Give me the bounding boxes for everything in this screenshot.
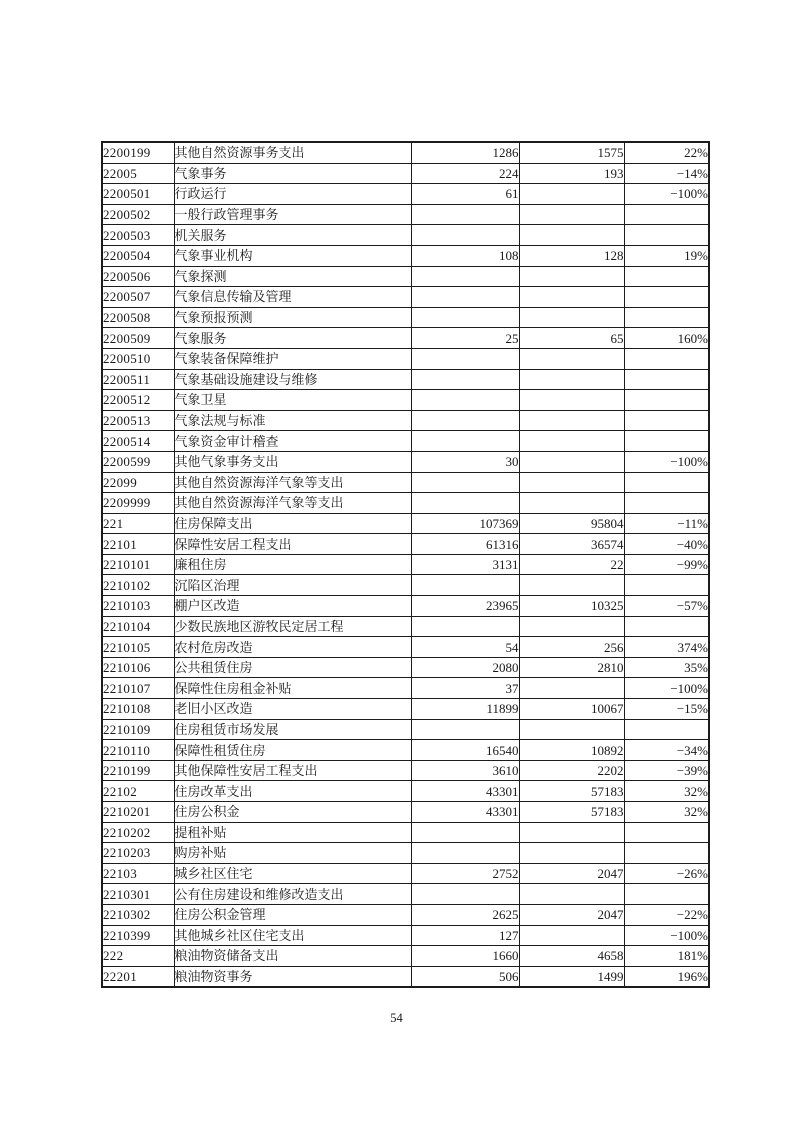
table-row [102, 493, 709, 514]
amount1-cell: 3610 [411, 760, 519, 781]
amount1-cell: 506 [411, 966, 519, 987]
table-row [102, 760, 709, 781]
name-cell: 气象预报预测 [174, 307, 411, 328]
amount2-cell [519, 822, 624, 843]
amount1-cell: 1286 [411, 142, 519, 163]
name-cell: 老旧小区改造 [174, 699, 411, 720]
table-row [102, 925, 709, 946]
table-row [102, 451, 709, 472]
table-row [102, 699, 709, 720]
code-cell: 2210105 [102, 637, 174, 658]
name-cell: 廉租住房 [174, 554, 411, 575]
amount2-cell: 10067 [519, 699, 624, 720]
amount1-cell [411, 616, 519, 637]
amount1-cell [411, 307, 519, 328]
table-row [102, 204, 709, 225]
percent-cell [624, 204, 709, 225]
name-cell: 住房公积金管理 [174, 904, 411, 925]
name-cell: 公有住房建设和维修改造支出 [174, 884, 411, 905]
amount2-cell: 95804 [519, 513, 624, 534]
amount1-cell [411, 884, 519, 905]
table-row [102, 781, 709, 802]
name-cell: 气象法规与标准 [174, 410, 411, 431]
table-row [102, 328, 709, 349]
amount1-cell [411, 472, 519, 493]
code-cell: 2210108 [102, 699, 174, 720]
table-row [102, 534, 709, 555]
table-row [102, 287, 709, 308]
budget-table [101, 141, 710, 988]
name-cell: 行政运行 [174, 184, 411, 205]
code-cell: 2209999 [102, 493, 174, 514]
amount2-cell [519, 678, 624, 699]
amount2-cell: 2047 [519, 904, 624, 925]
name-cell: 购房补贴 [174, 843, 411, 864]
amount1-cell: 11899 [411, 699, 519, 720]
amount1-cell: 37 [411, 678, 519, 699]
table-row [102, 554, 709, 575]
name-cell: 气象探测 [174, 266, 411, 287]
code-cell: 2200511 [102, 369, 174, 390]
amount2-cell: 128 [519, 245, 624, 266]
code-cell: 2200509 [102, 328, 174, 349]
name-cell: 住房公积金 [174, 802, 411, 823]
amount2-cell [519, 204, 624, 225]
table-row [102, 266, 709, 287]
table-row [102, 884, 709, 905]
table-row [102, 966, 709, 987]
amount1-cell [411, 431, 519, 452]
percent-cell: −57% [624, 596, 709, 617]
code-cell: 2210110 [102, 740, 174, 761]
code-cell: 2200199 [102, 142, 174, 163]
code-cell: 2200507 [102, 287, 174, 308]
amount2-cell: 1499 [519, 966, 624, 987]
table-row [102, 390, 709, 411]
code-cell: 22201 [102, 966, 174, 987]
name-cell: 农村危房改造 [174, 637, 411, 658]
table-row [102, 307, 709, 328]
amount2-cell [519, 287, 624, 308]
percent-cell [624, 410, 709, 431]
amount2-cell [519, 369, 624, 390]
amount1-cell: 2752 [411, 863, 519, 884]
amount2-cell [519, 225, 624, 246]
name-cell: 气象装备保障维护 [174, 348, 411, 369]
table-row [102, 431, 709, 452]
amount1-cell: 3131 [411, 554, 519, 575]
percent-cell [624, 348, 709, 369]
amount1-cell: 1660 [411, 946, 519, 967]
table-row [102, 863, 709, 884]
percent-cell [624, 843, 709, 864]
percent-cell: 35% [624, 657, 709, 678]
percent-cell: 196% [624, 966, 709, 987]
percent-cell [624, 884, 709, 905]
amount2-cell [519, 493, 624, 514]
table-row [102, 637, 709, 658]
code-cell: 2210201 [102, 802, 174, 823]
table-row [102, 142, 709, 163]
amount2-cell: 2810 [519, 657, 624, 678]
table-row [102, 719, 709, 740]
amount1-cell: 30 [411, 451, 519, 472]
table-row [102, 843, 709, 864]
code-cell: 2210302 [102, 904, 174, 925]
percent-cell [624, 225, 709, 246]
percent-cell [624, 493, 709, 514]
amount2-cell: 256 [519, 637, 624, 658]
name-cell: 粮油物资事务 [174, 966, 411, 987]
code-cell: 2210104 [102, 616, 174, 637]
name-cell: 其他自然资源海洋气象等支出 [174, 493, 411, 514]
percent-cell: 19% [624, 245, 709, 266]
table-row [102, 410, 709, 431]
amount1-cell: 54 [411, 637, 519, 658]
table-row [102, 596, 709, 617]
name-cell: 一般行政管理事务 [174, 204, 411, 225]
amount1-cell: 107369 [411, 513, 519, 534]
percent-cell: 22% [624, 142, 709, 163]
percent-cell: −40% [624, 534, 709, 555]
amount2-cell [519, 410, 624, 431]
code-cell: 22005 [102, 163, 174, 184]
amount2-cell [519, 390, 624, 411]
percent-cell [624, 390, 709, 411]
amount1-cell: 25 [411, 328, 519, 349]
code-cell: 2210399 [102, 925, 174, 946]
amount2-cell: 2202 [519, 760, 624, 781]
amount2-cell: 193 [519, 163, 624, 184]
amount2-cell [519, 451, 624, 472]
amount2-cell: 65 [519, 328, 624, 349]
percent-cell [624, 822, 709, 843]
amount2-cell: 22 [519, 554, 624, 575]
code-cell: 2210109 [102, 719, 174, 740]
name-cell: 气象资金审计稽查 [174, 431, 411, 452]
code-cell: 2200514 [102, 431, 174, 452]
percent-cell: −39% [624, 760, 709, 781]
amount2-cell [519, 184, 624, 205]
amount2-cell [519, 884, 624, 905]
percent-cell [624, 307, 709, 328]
amount1-cell [411, 719, 519, 740]
code-cell: 2200506 [102, 266, 174, 287]
amount1-cell [411, 410, 519, 431]
code-cell: 2200501 [102, 184, 174, 205]
amount1-cell: 16540 [411, 740, 519, 761]
percent-cell: −26% [624, 863, 709, 884]
amount1-cell: 61 [411, 184, 519, 205]
name-cell: 住房保障支出 [174, 513, 411, 534]
amount2-cell [519, 472, 624, 493]
code-cell: 2210101 [102, 554, 174, 575]
amount1-cell [411, 390, 519, 411]
code-cell: 2210106 [102, 657, 174, 678]
page-number: 54 [390, 1011, 403, 1025]
name-cell: 公共租赁住房 [174, 657, 411, 678]
amount1-cell [411, 348, 519, 369]
percent-cell [624, 287, 709, 308]
name-cell: 机关服务 [174, 225, 411, 246]
percent-cell: −11% [624, 513, 709, 534]
percent-cell: 160% [624, 328, 709, 349]
amount1-cell: 108 [411, 245, 519, 266]
percent-cell: −100% [624, 678, 709, 699]
name-cell: 气象卫星 [174, 390, 411, 411]
percent-cell [624, 719, 709, 740]
amount2-cell [519, 616, 624, 637]
name-cell: 保障性租赁住房 [174, 740, 411, 761]
name-cell: 其他自然资源事务支出 [174, 142, 411, 163]
name-cell: 棚户区改造 [174, 596, 411, 617]
table-row [102, 822, 709, 843]
percent-cell: 32% [624, 781, 709, 802]
name-cell: 其他自然资源海洋气象等支出 [174, 472, 411, 493]
budget-table-body [102, 142, 709, 987]
percent-cell: −100% [624, 451, 709, 472]
code-cell: 2200599 [102, 451, 174, 472]
name-cell: 气象基础设施建设与维修 [174, 369, 411, 390]
amount1-cell [411, 822, 519, 843]
amount2-cell: 1575 [519, 142, 624, 163]
code-cell: 2200504 [102, 245, 174, 266]
table-row [102, 472, 709, 493]
name-cell: 气象事业机构 [174, 245, 411, 266]
code-cell: 22101 [102, 534, 174, 555]
percent-cell [624, 266, 709, 287]
amount1-cell [411, 204, 519, 225]
table-row [102, 513, 709, 534]
code-cell: 22102 [102, 781, 174, 802]
percent-cell [624, 431, 709, 452]
percent-cell: 374% [624, 637, 709, 658]
amount2-cell [519, 266, 624, 287]
amount1-cell [411, 575, 519, 596]
name-cell: 其他保障性安居工程支出 [174, 760, 411, 781]
table-row [102, 184, 709, 205]
percent-cell: −99% [624, 554, 709, 575]
table-row [102, 802, 709, 823]
amount2-cell [519, 925, 624, 946]
percent-cell: −14% [624, 163, 709, 184]
amount2-cell: 36574 [519, 534, 624, 555]
code-cell: 2210103 [102, 596, 174, 617]
name-cell: 保障性住房租金补贴 [174, 678, 411, 699]
amount1-cell: 43301 [411, 802, 519, 823]
amount2-cell: 4658 [519, 946, 624, 967]
code-cell: 2210202 [102, 822, 174, 843]
amount1-cell: 127 [411, 925, 519, 946]
table-row [102, 904, 709, 925]
percent-cell [624, 369, 709, 390]
amount2-cell [519, 575, 624, 596]
table-row [102, 163, 709, 184]
table-row [102, 946, 709, 967]
amount1-cell: 224 [411, 163, 519, 184]
percent-cell: −15% [624, 699, 709, 720]
amount2-cell: 2047 [519, 863, 624, 884]
table-row [102, 348, 709, 369]
code-cell: 2200502 [102, 204, 174, 225]
percent-cell: −22% [624, 904, 709, 925]
amount1-cell [411, 493, 519, 514]
amount1-cell [411, 369, 519, 390]
name-cell: 住房租赁市场发展 [174, 719, 411, 740]
name-cell: 城乡社区住宅 [174, 863, 411, 884]
amount2-cell: 10892 [519, 740, 624, 761]
amount1-cell [411, 225, 519, 246]
amount1-cell: 23965 [411, 596, 519, 617]
name-cell: 气象信息传输及管理 [174, 287, 411, 308]
percent-cell [624, 616, 709, 637]
table-row [102, 369, 709, 390]
code-cell: 22103 [102, 863, 174, 884]
code-cell: 2200503 [102, 225, 174, 246]
amount2-cell [519, 348, 624, 369]
code-cell: 2210199 [102, 760, 174, 781]
code-cell: 222 [102, 946, 174, 967]
amount2-cell [519, 843, 624, 864]
amount1-cell [411, 266, 519, 287]
percent-cell: −100% [624, 184, 709, 205]
code-cell: 2200512 [102, 390, 174, 411]
code-cell: 22099 [102, 472, 174, 493]
name-cell: 住房改革支出 [174, 781, 411, 802]
code-cell: 2200510 [102, 348, 174, 369]
percent-cell [624, 575, 709, 596]
percent-cell: −34% [624, 740, 709, 761]
table-row [102, 616, 709, 637]
amount1-cell: 2080 [411, 657, 519, 678]
table-row [102, 740, 709, 761]
table-row [102, 657, 709, 678]
name-cell: 其他气象事务支出 [174, 451, 411, 472]
table-row [102, 245, 709, 266]
name-cell: 沉陷区治理 [174, 575, 411, 596]
name-cell: 气象服务 [174, 328, 411, 349]
amount1-cell [411, 843, 519, 864]
amount1-cell: 43301 [411, 781, 519, 802]
amount2-cell: 10325 [519, 596, 624, 617]
amount1-cell: 61316 [411, 534, 519, 555]
code-cell: 2200513 [102, 410, 174, 431]
code-cell: 2210203 [102, 843, 174, 864]
amount2-cell [519, 431, 624, 452]
name-cell: 气象事务 [174, 163, 411, 184]
name-cell: 提租补贴 [174, 822, 411, 843]
percent-cell: 181% [624, 946, 709, 967]
code-cell: 2210301 [102, 884, 174, 905]
amount1-cell [411, 287, 519, 308]
amount2-cell [519, 719, 624, 740]
percent-cell: 32% [624, 802, 709, 823]
name-cell: 其他城乡社区住宅支出 [174, 925, 411, 946]
code-cell: 2210107 [102, 678, 174, 699]
code-cell: 221 [102, 513, 174, 534]
percent-cell [624, 472, 709, 493]
code-cell: 2210102 [102, 575, 174, 596]
code-cell: 2200508 [102, 307, 174, 328]
name-cell: 粮油物资储备支出 [174, 946, 411, 967]
name-cell: 保障性安居工程支出 [174, 534, 411, 555]
amount2-cell: 57183 [519, 802, 624, 823]
table-row [102, 225, 709, 246]
table-row [102, 575, 709, 596]
amount2-cell: 57183 [519, 781, 624, 802]
table-row [102, 678, 709, 699]
percent-cell: −100% [624, 925, 709, 946]
name-cell: 少数民族地区游牧民定居工程 [174, 616, 411, 637]
amount2-cell [519, 307, 624, 328]
amount1-cell: 2625 [411, 904, 519, 925]
